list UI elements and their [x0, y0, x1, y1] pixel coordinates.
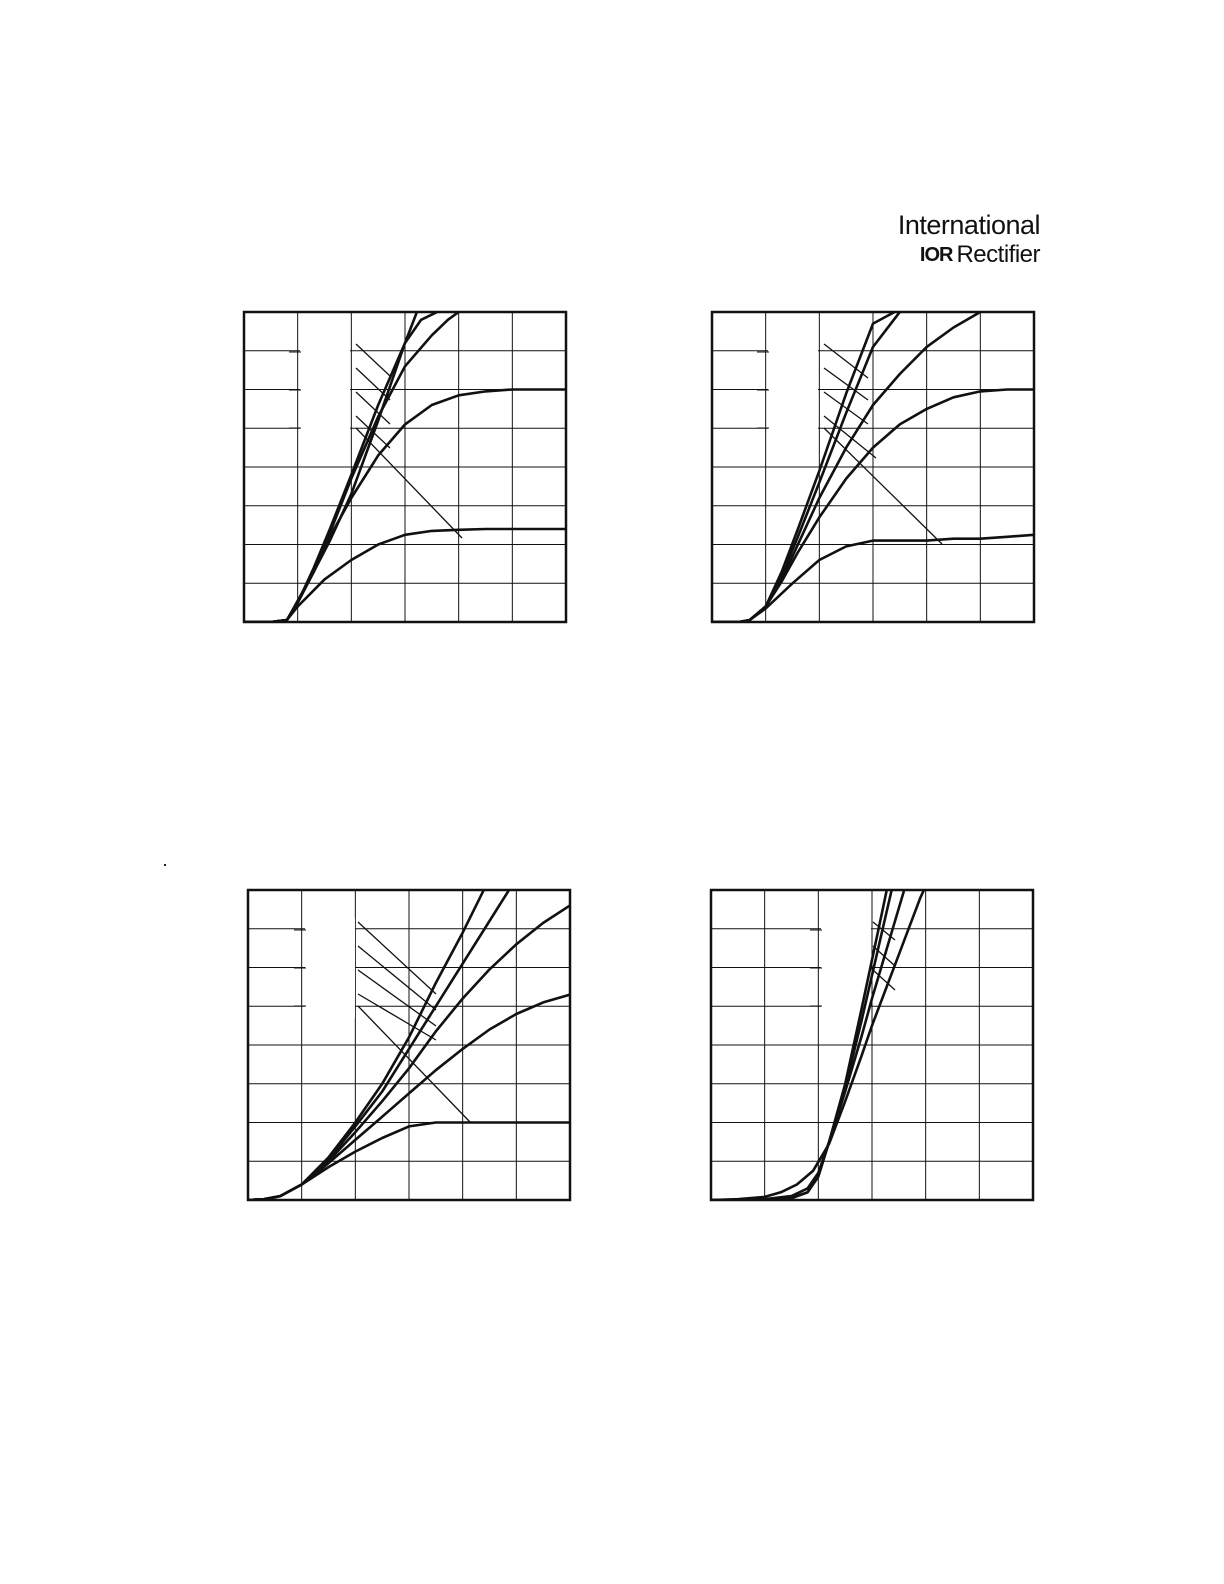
- legend-leader-line: [358, 922, 436, 994]
- series-line-2: [248, 851, 532, 1200]
- chart-bottom-right: [711, 890, 1033, 1200]
- legend-leader-line: [358, 1006, 470, 1122]
- ior-logo-mark: IOR: [919, 243, 953, 266]
- chart-svg: [248, 890, 570, 1200]
- series-line-4: [711, 851, 942, 1200]
- stray-mark: [164, 864, 166, 866]
- legend-label-area: [768, 340, 818, 440]
- brand-name-line2: Rectifier: [956, 241, 1040, 268]
- legend-leader-line: [356, 368, 390, 400]
- chart-svg: [244, 312, 566, 622]
- brand-name-line2-group: [920, 241, 1040, 269]
- chart-bottom-left: [248, 890, 570, 1200]
- legend-leader-line: [356, 428, 462, 538]
- company-logo: [880, 210, 1040, 274]
- series-line-1: [711, 774, 910, 1200]
- legend-label-area: [300, 340, 350, 440]
- chart-top-right: [712, 312, 1034, 622]
- chart-svg: [711, 890, 1033, 1200]
- chart-svg: [712, 312, 1034, 622]
- legend-label-area: [305, 918, 355, 1018]
- legend-leader-line: [356, 344, 390, 376]
- chart-top-left: [244, 312, 566, 622]
- brand-name-line1: International: [897, 210, 1040, 240]
